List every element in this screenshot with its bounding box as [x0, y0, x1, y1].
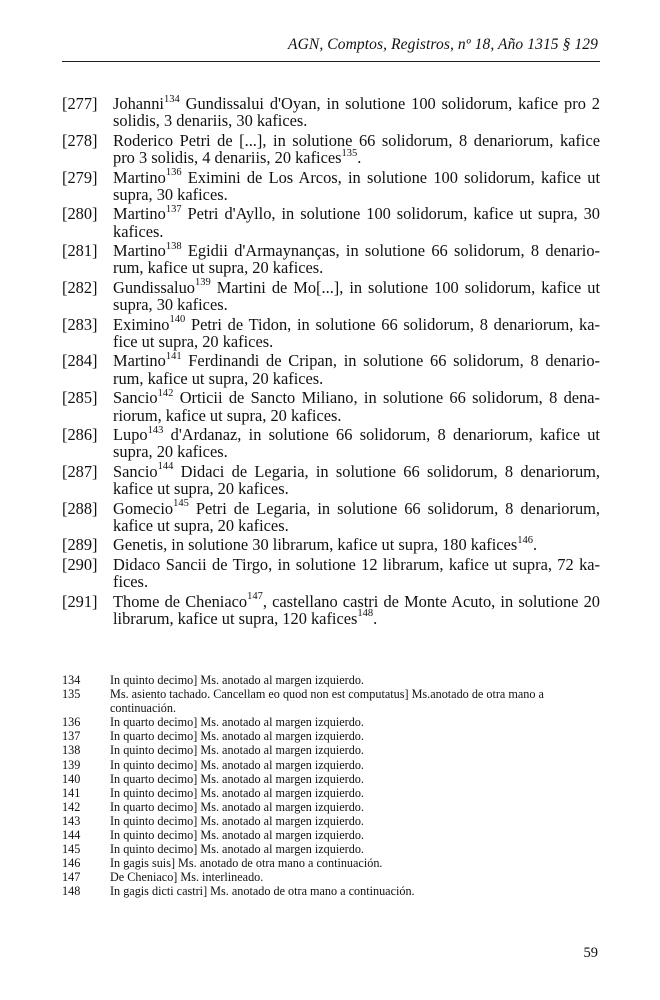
entry-text: Sancio	[113, 388, 158, 408]
entry-text: Petri d'Ayllo, in solutione 100 solidorum, kafice ut supra, 30 kafices.	[113, 204, 600, 241]
entry-number: [282]	[62, 277, 98, 297]
footnote-ref[interactable]: 145	[173, 498, 189, 510]
entry-number: [277]	[62, 94, 98, 113]
entry-text: Petri de Legaria, in solutione 66 solidorum, 8 denariorum, kafice ut supra, 20 kafices.	[113, 498, 600, 535]
entry	[62, 593, 600, 628]
footnote-ref[interactable]: 144	[157, 461, 174, 473]
footnote-text: In quinto decimo] Ms. anotado al margen izquierdo.	[110, 828, 364, 843]
footnote-number: 140	[62, 771, 81, 786]
footnote-text: Ms. asiento tachado. Cancellam eo quod non est computatus] Ms.anotado de otra mano a continuación.	[110, 687, 544, 716]
footnote-number: 147	[62, 870, 81, 885]
footnote-text: In gagis dicti castri] Ms. anotado de otra mano a continuación.	[110, 884, 415, 899]
footnote-text: In quinto decimo] Ms. anotado al margen izquierdo.	[110, 785, 364, 800]
footnote	[62, 743, 600, 757]
entry-text: Petri de Tidon, in solutione 66 solidorum, 8 denariorum, ka-fice ut supra, 20 kafices.	[113, 314, 600, 351]
entry-text: Martini de Mo[...], in solutione 100 solidorum, kafice ut supra, 30 kafices.	[113, 277, 600, 315]
entry	[62, 279, 600, 314]
entry-text: d'Ardanaz, in solutione 66 solidorum, 8 denariorum, kafice ut supra, 20 kafices.	[113, 425, 600, 462]
footnote-text: In quarto decimo] Ms. anotado al margen izquierdo.	[110, 715, 364, 730]
footnote	[62, 814, 600, 828]
footnote-number: 148	[62, 884, 81, 899]
header-rule	[62, 61, 600, 62]
entry-number: [285]	[62, 388, 98, 408]
footnote-text: In quarto decimo] Ms. anotado al margen izquierdo.	[110, 729, 364, 744]
footnote-number: 145	[62, 842, 81, 857]
footnote-number: 142	[62, 799, 81, 814]
entry-number: [289]	[62, 535, 98, 555]
footnote-ref[interactable]: 135	[341, 147, 358, 159]
entry	[62, 536, 600, 553]
footnote-number: 137	[62, 729, 81, 744]
entry	[62, 205, 600, 240]
footnotes-list	[62, 673, 600, 899]
footnote	[62, 729, 600, 743]
footnote-text: In gagis suis] Ms. anotado de otra mano a continuación.	[110, 856, 383, 871]
footnote-number: 136	[62, 715, 81, 730]
footnote	[62, 772, 600, 786]
entry-text: Johanni	[113, 94, 164, 113]
entry-text: Genetis, in solutione 30 librarum, kafice ut supra, 180 kafices	[113, 535, 518, 555]
footnote-number: 139	[62, 757, 81, 772]
footnote-ref[interactable]: 140	[169, 314, 186, 326]
entry-text: Didaci de Legaria, in solutione 66 solidorum, 8 denariorum, kafice ut supra, 20 kafices.	[113, 461, 600, 499]
entry-number: [280]	[62, 204, 98, 224]
entry-number: [284]	[62, 351, 98, 371]
footnote-ref[interactable]: 143	[147, 424, 164, 436]
footnote-text: In quinto decimo] Ms. anotado al margen izquierdo.	[110, 757, 364, 772]
entry	[62, 426, 600, 461]
footnote-text: In quinto decimo] Ms. anotado al margen izquierdo.	[110, 813, 364, 828]
footnote-number: 135	[62, 687, 81, 702]
entry	[62, 95, 600, 130]
footnote	[62, 715, 600, 729]
footnote	[62, 786, 600, 800]
footnote	[62, 687, 600, 715]
entry-text: Gomecio	[113, 498, 174, 518]
entry	[62, 389, 600, 424]
footnote-ref[interactable]: 148	[357, 608, 374, 620]
footnote	[62, 800, 600, 814]
entry-text: Martino	[113, 167, 166, 187]
entry-number: [281]	[62, 241, 98, 261]
footnote-text: De Cheniaco] Ms. interlineado.	[110, 870, 264, 885]
entry-number: [291]	[62, 591, 98, 611]
entry-number: [287]	[62, 461, 98, 481]
footnote	[62, 870, 600, 884]
footnote-text: In quinto decimo] Ms. anotado al margen izquierdo.	[110, 743, 364, 758]
entry-text: Martino	[113, 241, 166, 261]
entry-number: [288]	[62, 498, 98, 518]
entry-number: [279]	[62, 167, 98, 187]
footnote-ref[interactable]: 146	[517, 534, 533, 546]
footnote	[62, 673, 600, 687]
footnote	[62, 758, 600, 772]
entry	[62, 463, 600, 498]
footnote-ref[interactable]: 137	[165, 203, 182, 215]
running-head: AGN, Comptos, Registros, nº 18, Año 1315 § 129	[288, 36, 598, 53]
entry-text: Didaco Sancii de Tirgo, in solutione 12 librarum, kafice ut supra, 72 ka-fices.	[113, 554, 600, 592]
entry-text: , castellano castri de Monte Acuto, in solutione 20 librarum, kafice ut supra, 120 kafices	[113, 591, 600, 628]
entry-text: Eximino	[113, 314, 170, 334]
entry-text: Lupo	[113, 425, 148, 445]
entry-number: [286]	[62, 425, 98, 445]
entry-text: Sancio	[113, 461, 158, 481]
footnote-ref[interactable]: 139	[194, 277, 211, 289]
entry-text: Eximini de Los Arcos, in solutione 100 solidorum, kafice ut supra, 30 kafices.	[113, 167, 600, 204]
footnote-ref[interactable]: 134	[164, 93, 180, 105]
footnote	[62, 828, 600, 842]
footnote	[62, 842, 600, 856]
entry-text: Martino	[113, 204, 166, 224]
entry-number: [290]	[62, 554, 98, 574]
entry-text: Martino	[113, 351, 166, 371]
footnote-ref[interactable]: 141	[165, 351, 182, 362]
footnote-number: 144	[62, 828, 81, 843]
entry	[62, 500, 600, 535]
entry	[62, 242, 600, 277]
entry-text: Ferdinandi de Cripan, in solutione 66 solidorum, 8 denario-rum, kafice ut supra, 20 kafices.	[113, 351, 600, 388]
footnote-text: In quinto decimo] Ms. anotado al margen izquierdo.	[110, 673, 364, 687]
footnote-text: In quarto decimo] Ms. anotado al margen izquierdo.	[110, 771, 364, 786]
footnote-ref[interactable]: 136	[165, 167, 182, 179]
footnote-ref[interactable]: 138	[165, 240, 182, 252]
entry	[62, 316, 600, 351]
entry-number: [278]	[62, 130, 98, 150]
footnote-number: 141	[62, 785, 81, 800]
footnote-ref[interactable]: 142	[157, 387, 174, 399]
footnote-number: 134	[62, 673, 81, 687]
entry-text: .	[532, 535, 538, 555]
entry-number: [283]	[62, 314, 98, 334]
footnote-number: 146	[62, 856, 81, 871]
entry-text: Gundissaluo	[113, 277, 195, 297]
entry-text: Roderico Petri de [...], in solutione 66 solidorum, 8 denariorum, kafice pro 3 solidis, 4 denariis, 20 kafices	[113, 130, 600, 168]
entry-text: Gundissalui d'Oyan, in solutione 100 solidorum, kafice pro 2 solidis, 3 denariis, 30 kafices.	[113, 94, 600, 131]
page-number: 59	[583, 945, 598, 961]
entry-text: .	[373, 608, 378, 628]
footnote-text: In quinto decimo] Ms. anotado al margen izquierdo.	[110, 842, 364, 857]
footnote-number: 138	[62, 743, 81, 758]
footnote-ref[interactable]: 147	[247, 591, 263, 603]
entry-text: Thome de Cheniaco	[113, 591, 248, 611]
entry-text: Egidii d'Armaynanças, in solutione 66 solidorum, 8 denario-rum, kafice ut supra, 20 kafices.	[113, 241, 600, 278]
footnote	[62, 884, 600, 898]
footnote	[62, 856, 600, 870]
entry-text: .	[357, 148, 362, 168]
entry	[62, 352, 600, 387]
footnote-number: 143	[62, 813, 81, 828]
entries-list	[62, 95, 600, 629]
footnote-text: In quarto decimo] Ms. anotado al margen izquierdo.	[110, 799, 364, 814]
entry	[62, 556, 600, 591]
entry	[62, 132, 600, 167]
entry-text: Orticii de Sancto Miliano, in solutione 66 solidorum, 8 dena-riorum, kafice ut supra, 20 kafices.	[113, 388, 600, 425]
entry	[62, 169, 600, 204]
